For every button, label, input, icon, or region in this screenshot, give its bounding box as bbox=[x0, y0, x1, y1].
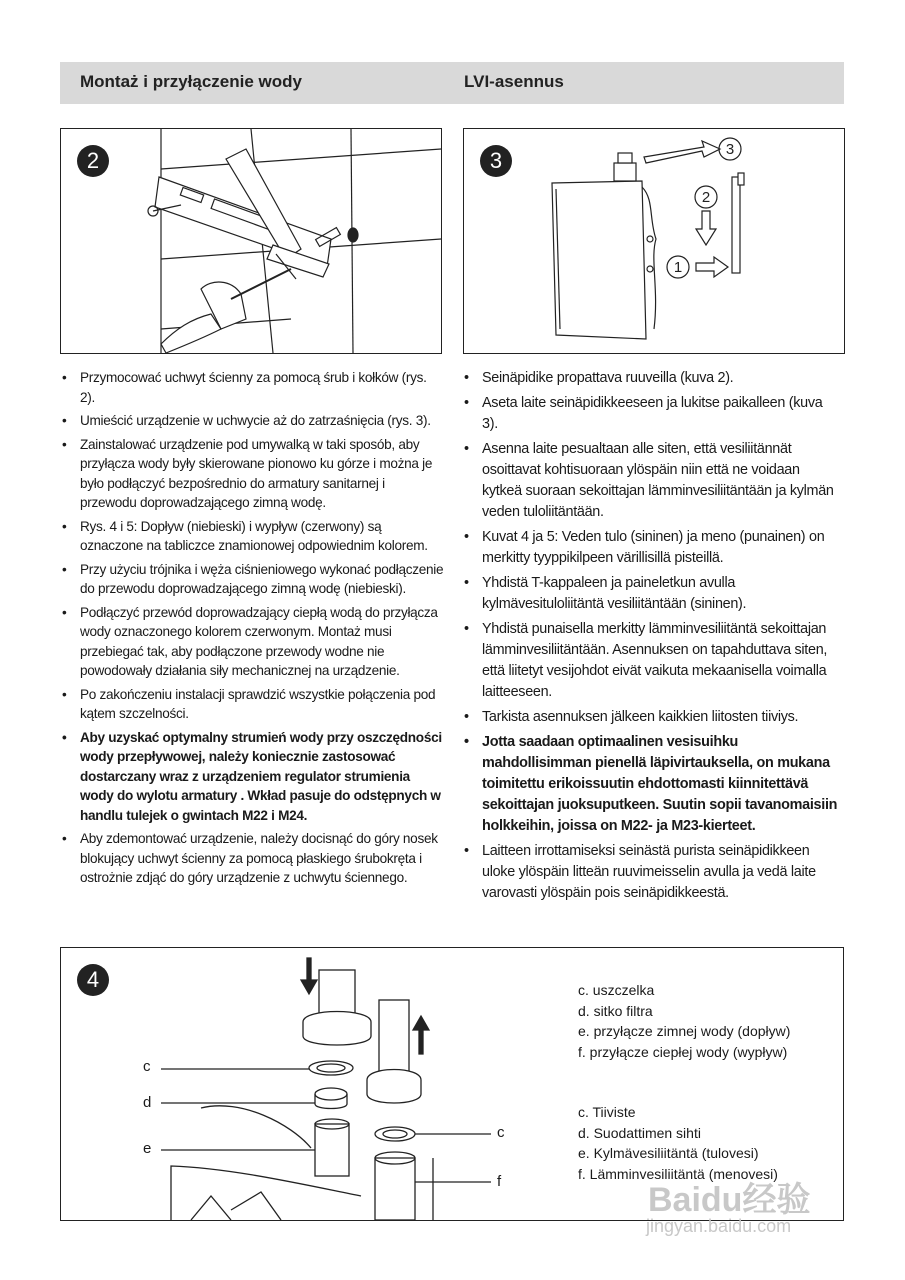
figure-2-wall-bracket bbox=[60, 128, 442, 354]
legend-item: d. sitko filtra bbox=[578, 1002, 653, 1019]
bullet-item: • Zainstalować urządzenie pod umywalką w taki sposób, aby przyłącza wody były skierowane pionowo ku górze i można je było podłączyć bezpośrednio do armatury sanitarnej i przewodu doprowadzającego zimną wodę. bbox=[60, 435, 444, 513]
bullet-item: • Tarkista asennuksen jälkeen kaikkien liitosten tiiviys. bbox=[462, 707, 842, 728]
figure-3-mount-device bbox=[463, 128, 845, 354]
label-f-right: f bbox=[497, 1173, 502, 1190]
legend-item: c. uszczelka bbox=[578, 982, 655, 998]
bullet-item: • Yhdistä T-kappaleen ja paineletkun avulla kylmävesituloliitäntä vesiliitäntään (sininen). bbox=[462, 573, 842, 615]
label-c-left: c bbox=[143, 1058, 151, 1075]
watermark-brand: Baidu经验 bbox=[648, 1181, 811, 1219]
bullet-item: • Po zakończeniu instalacji sprawdzić wszystkie połączenia pod kątem szczelności. bbox=[60, 685, 444, 724]
step-3-label: 3 bbox=[725, 141, 735, 158]
bullet-item: • Kuvat 4 ja 5: Veden tulo (sininen) ja meno (punainen) on merkitty tyyppikilpeen värillisillä pisteillä. bbox=[462, 527, 842, 569]
bullet-item: • Umieścić urządzenie w uchwycie aż do zatrzaśnięcia (rys. 3). bbox=[60, 411, 444, 431]
device-mount-illustration bbox=[464, 129, 844, 353]
step-1-label: 1 bbox=[673, 259, 683, 276]
wall-bracket-illustration bbox=[61, 129, 441, 353]
finnish-bullet-list bbox=[462, 368, 842, 904]
legend-item: f. przyłącze ciepłej wody (wypływ) bbox=[578, 1043, 788, 1060]
bullet-item: • Laitteen irrottamiseksi seinästä purista seinäpidikkeen uloke ylöspäin litteän ruuvimeisselin avulla ja vedä laite varovasti ylöspäin pois seinäpidikkeestä. bbox=[462, 841, 842, 904]
legend-item: c. Tiiviste bbox=[578, 1104, 636, 1120]
step-2-label: 2 bbox=[701, 189, 711, 206]
legend-item: e. przyłącze zimnej wody (dopływ) bbox=[578, 1023, 791, 1039]
bullet-item: • Aseta laite seinäpidikkeeseen ja lukitse paikalleen (kuva 3). bbox=[462, 393, 842, 435]
label-e-left: e bbox=[143, 1140, 152, 1157]
bullet-item: • Podłączyć przewód doprowadzający ciepłą wodą do przyłącza wody oznaczonego kolorem czerwonym. Montaż musi przebiegać tak, aby podłączone przewody wodne nie powodowały działania siły mechanicznej na urządzenie. bbox=[60, 603, 444, 681]
bullet-item: • Aby uzyskać optymalny strumień wody przy oszczędności wody przepływowej, należy koniecznie zastosować dostarczany wraz z urządzeniem regulator strumienia wody do wylotu armatury . Wkład pasuje do odstępnych w handlu tulejek o gwintach M22 i M24. bbox=[60, 728, 444, 826]
figure-2-number: 2 bbox=[77, 145, 109, 177]
legend-item: f. Lämminvesiliitäntä (menovesi) bbox=[578, 1165, 778, 1182]
bullet-item: • Asenna laite pesualtaan alle siten, että vesiliitännät osoittavat kohtisuoraan ylöspäin niin että ne voidaan kytkeä suoraan sekoittajan lämminvesiliitäntään ja kylmän veden tuloliitäntään. bbox=[462, 439, 842, 523]
label-c-right: c bbox=[497, 1124, 505, 1141]
polish-instructions bbox=[60, 368, 444, 892]
legend-polish bbox=[578, 980, 790, 1062]
polish-bullet-list bbox=[60, 368, 444, 888]
bullet-item: • Aby zdemontować urządzenie, należy docisnąć do góry nosek blokujący uchwyt ścienny za pomocą płaskiego śrubokręta i ostrożnie zdjąć do góry urządzenie z uchwytu ściennego. bbox=[60, 829, 444, 888]
legend-item: d. Suodattimen sihti bbox=[578, 1124, 701, 1141]
label-d-left: d bbox=[143, 1094, 152, 1111]
bullet-item: • Przy użyciu trójnika i węża ciśnieniowego wykonać podłączenie do przewodu doprowadzającego zimną wodę (niebieski). bbox=[60, 560, 444, 599]
figure-4-number: 4 bbox=[77, 964, 109, 996]
bullet-item: • Przymocować uchwyt ścienny za pomocą śrub i kołków (rys. 2). bbox=[60, 368, 444, 407]
figure-3-number: 3 bbox=[480, 145, 512, 177]
watermark-url: jingyan.baidu.com bbox=[646, 1216, 792, 1236]
section-header bbox=[60, 62, 844, 104]
bullet-item: • Jotta saadaan optimaalinen vesisuihku mahdollisimman pienellä läpivirtauksella, on mukana toimitettu erikoissuutin ehdottomasti kiinnitettävä sekoittajan juoksuputkeen. Suutin sopii tavanomaisiin holkkeihin, joissa on M22- ja M23-kierteet. bbox=[462, 732, 842, 837]
bullet-item: • Yhdistä punaisella merkitty lämminvesiliitäntä sekoittajan lämminvesiliitäntään. Asennuksen on tapahduttava siten, että liitetyt vesijohdot eivät vaikuta mekaanisella voimalla laitteeseen. bbox=[462, 619, 842, 703]
header-title-polish: Montaż i przyłączenie wody bbox=[80, 72, 302, 91]
bullet-item: • Rys. 4 i 5: Dopływ (niebieski) i wypływ (czerwony) są oznaczone na tabliczce znamionowej odpowiednim kolorem. bbox=[60, 517, 444, 556]
header-title-finnish: LVI-asennus bbox=[464, 72, 564, 91]
bullet-item: • Seinäpidike propattava ruuveilla (kuva 2). bbox=[462, 368, 842, 389]
finnish-instructions bbox=[462, 368, 842, 908]
legend-item: e. Kylmävesiliitäntä (tulovesi) bbox=[578, 1145, 759, 1161]
